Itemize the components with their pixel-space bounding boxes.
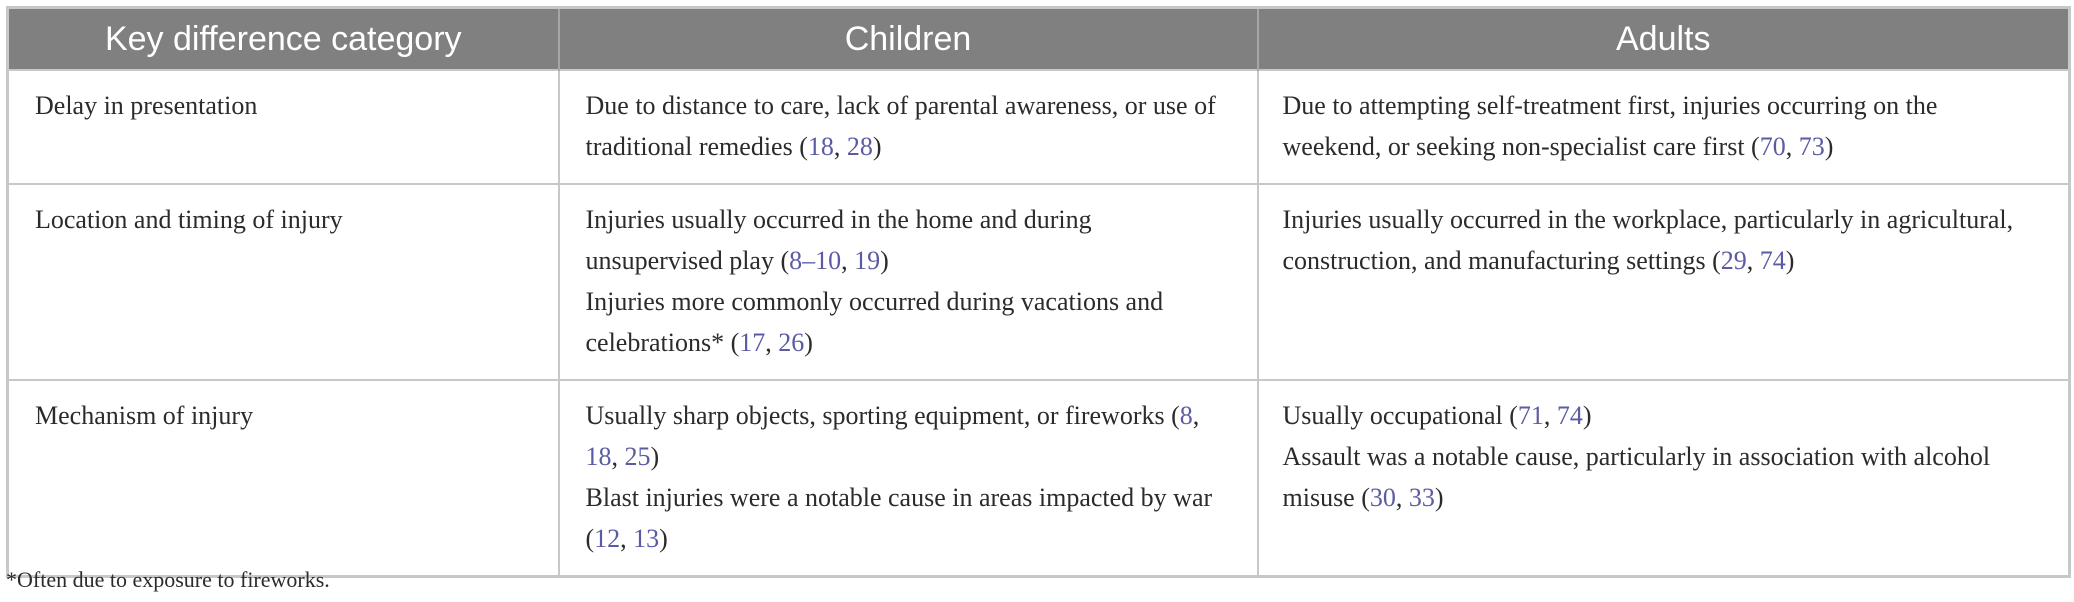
cell-text: Usually sharp objects, sporting equipment, or fireworks ( xyxy=(585,401,1180,430)
citation-link[interactable]: 74 xyxy=(1556,401,1583,430)
close-paren: ) xyxy=(650,442,660,471)
close-paren: ) xyxy=(1785,246,1795,275)
comparison-table-container xyxy=(6,6,2068,578)
separator: , xyxy=(833,132,847,161)
cell-text: Blast injuries were a notable cause in areas impacted by war ( xyxy=(585,483,1213,553)
separator: , xyxy=(1746,246,1760,275)
cell-text: Injuries usually occurred in the home and during unsupervised play ( xyxy=(585,205,1092,275)
header-adults: Adults xyxy=(1258,8,2070,71)
close-paren: ) xyxy=(804,328,813,357)
cell-paragraph xyxy=(1283,85,2043,167)
children-cell xyxy=(559,70,1258,184)
citation-link[interactable]: 17 xyxy=(739,328,766,357)
cell-text: Due to attempting self-treatment first, injuries occurring on the weekend, or seeking non-specialist care first ( xyxy=(1282,91,1938,161)
separator: , xyxy=(841,246,855,275)
cell-paragraph xyxy=(1283,436,2043,518)
separator: , xyxy=(1543,401,1557,430)
adults-cell xyxy=(1258,380,2070,577)
citation-link[interactable]: 30 xyxy=(1369,483,1396,512)
citation-link[interactable]: 8–10 xyxy=(789,246,842,275)
close-paren: ) xyxy=(880,246,889,275)
header-row xyxy=(8,8,2070,71)
separator: , xyxy=(620,524,634,553)
citation-link[interactable]: 26 xyxy=(778,328,805,357)
cell-text: Assault was a notable cause, particularly in association with alcohol misuse ( xyxy=(1282,442,1991,512)
cell-paragraph xyxy=(586,281,1231,363)
row-category: Location and timing of injury xyxy=(8,184,559,380)
citation-link[interactable]: 33 xyxy=(1408,483,1435,512)
close-paren: ) xyxy=(1824,132,1834,161)
citation-link[interactable]: 74 xyxy=(1759,246,1786,275)
separator: , xyxy=(1192,401,1200,430)
separator: , xyxy=(1785,132,1799,161)
citation-link[interactable]: 71 xyxy=(1517,401,1544,430)
close-paren: ) xyxy=(1582,401,1592,430)
citation-link[interactable]: 8 xyxy=(1179,401,1193,430)
children-cell xyxy=(559,380,1258,577)
table-footnote: *Often due to exposure to fireworks. xyxy=(6,567,330,592)
citation-link[interactable]: 25 xyxy=(624,442,651,471)
citation-link[interactable]: 18 xyxy=(807,132,834,161)
citation-link[interactable]: 29 xyxy=(1720,246,1747,275)
cell-paragraph xyxy=(1283,199,2043,281)
cell-text: Usually occupational ( xyxy=(1282,401,1518,430)
row-category: Delay in presentation xyxy=(8,70,559,184)
citation-link[interactable]: 28 xyxy=(846,132,873,161)
citation-link[interactable]: 13 xyxy=(633,524,660,553)
cell-paragraph xyxy=(1283,395,2043,436)
cell-text: Injuries usually occurred in the workplace, particularly in agricultural, construction, and manufacturing settings ( xyxy=(1282,205,2014,275)
separator: , xyxy=(1395,483,1409,512)
cell-paragraph xyxy=(586,395,1231,477)
citation-link[interactable]: 12 xyxy=(594,524,621,553)
separator: , xyxy=(765,328,779,357)
cell-paragraph xyxy=(586,85,1231,167)
table-row xyxy=(8,380,2070,577)
row-category: Mechanism of injury xyxy=(8,380,559,577)
separator: , xyxy=(611,442,625,471)
adults-cell xyxy=(1258,70,2070,184)
adults-cell xyxy=(1258,184,2070,380)
children-cell xyxy=(559,184,1258,380)
citation-link[interactable]: 70 xyxy=(1759,132,1786,161)
cell-text: Injuries more commonly occurred during vacations and celebrations* ( xyxy=(585,287,1164,357)
cell-text: Due to distance to care, lack of parental awareness, or use of traditional remedies ( xyxy=(585,91,1216,161)
header-category: Key difference category xyxy=(8,8,559,71)
close-paren: ) xyxy=(1434,483,1444,512)
close-paren: ) xyxy=(872,132,882,161)
citation-link[interactable]: 19 xyxy=(854,246,881,275)
citation-link[interactable]: 73 xyxy=(1798,132,1825,161)
table-row xyxy=(8,184,2070,380)
citation-link[interactable]: 18 xyxy=(585,442,612,471)
header-children: Children xyxy=(559,8,1258,71)
comparison-table xyxy=(6,6,2071,578)
table-row xyxy=(8,70,2070,184)
cell-paragraph xyxy=(586,477,1231,559)
close-paren: ) xyxy=(659,524,668,553)
cell-paragraph xyxy=(586,199,1231,281)
